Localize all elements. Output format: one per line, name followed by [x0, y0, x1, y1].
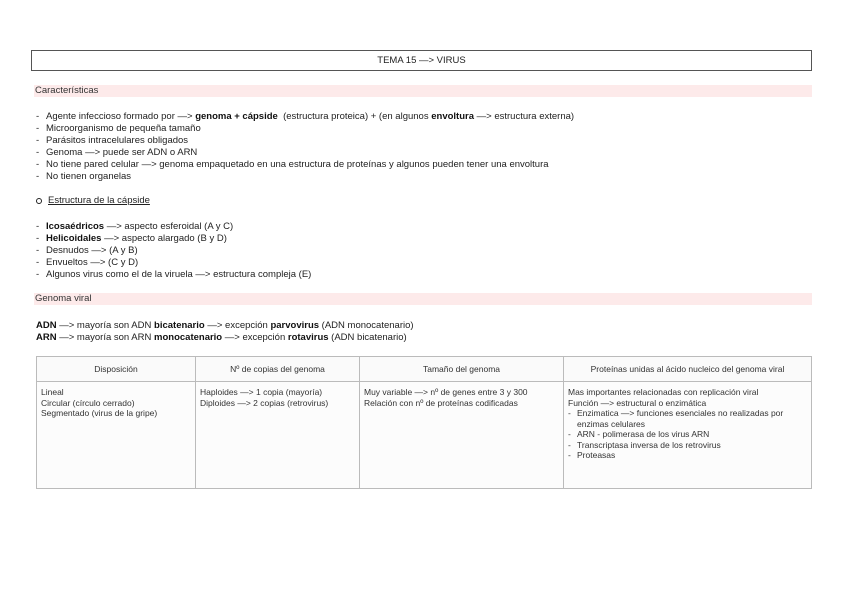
text: —> mayoría son ARN [56, 332, 155, 343]
bold-text: bicatenario [154, 320, 205, 331]
text: —> mayoría son ADN [56, 320, 155, 331]
page-title: TEMA 15 —> VIRUS [31, 50, 812, 71]
bold-text: rotavirus [287, 332, 329, 343]
dash-bullet: - [36, 269, 40, 280]
list-item [36, 245, 311, 257]
cell-list-item: - Proteasas [568, 450, 616, 460]
table-row [37, 382, 812, 489]
dash-bullet: - [36, 159, 40, 170]
list-item [36, 147, 574, 159]
list-item [36, 269, 311, 281]
table-header-copias: Nº de copias del genoma [196, 357, 360, 382]
cell-text: Lineal [41, 387, 64, 397]
cell-text: Haploides —> 1 copia (mayoría) [200, 387, 323, 397]
text: (ADN monocatenario) [319, 320, 414, 331]
bold-text: parvovirus [270, 320, 320, 331]
cell-copias [196, 382, 360, 489]
cell-text: Diploides —> 2 copias (retrovirus) [200, 397, 329, 408]
bold-text: Icosaédricos [46, 221, 105, 232]
dash-bullet: - [36, 221, 40, 232]
list-item [36, 123, 574, 135]
bold-text: monocatenario [154, 332, 223, 343]
text: —> excepción [204, 320, 271, 331]
text: Parásitos intracelulares obligados [46, 135, 189, 146]
genoma-line [36, 332, 414, 344]
circle-bullet-icon [36, 198, 42, 204]
cell-disposicion [37, 382, 196, 489]
genoma-lines [36, 320, 414, 344]
cell-list-item: - Enzimatica —> funciones esenciales no realizadas por enzimas celulares [568, 408, 784, 429]
caracteristicas-list [36, 111, 574, 183]
bold-text: Helicoidales [46, 233, 102, 244]
genome-table [36, 356, 812, 489]
dash-bullet: - [36, 257, 40, 268]
text: Algunos virus como el de la viruela —> estructura compleja (E) [46, 269, 312, 280]
text: Desnudos —> (A y B) [46, 245, 138, 256]
section-heading-genoma: Genoma viral [34, 293, 812, 305]
cell-list-item: - Transcriptasa inversa de los retrovirus [568, 439, 721, 450]
capside-subheading-text: Estructura de la cápside [48, 195, 150, 206]
text: —> aspecto alargado (B y D) [101, 233, 227, 244]
cell-text: Relación con nº de proteínas codificadas [364, 397, 518, 408]
capside-list [36, 221, 311, 281]
dash-bullet: - [36, 147, 40, 158]
dash-bullet: - [36, 233, 40, 244]
dash-bullet: - [36, 123, 40, 134]
text: Envueltos —> (C y D) [46, 257, 139, 268]
list-item [36, 135, 574, 147]
text: Agente infeccioso formado por —> [46, 111, 196, 122]
text: (ADN bicatenario) [328, 332, 407, 343]
text: No tienen organelas [46, 171, 132, 182]
table-header-disposicion: Disposición [37, 357, 196, 382]
bold-text: envoltura [431, 111, 474, 122]
table-header-proteinas: Proteínas unidas al ácido nucleico del genoma viral [564, 357, 812, 382]
cell-text: Circular (círculo cerrado) [41, 397, 135, 408]
text: —> estructura externa) [474, 111, 575, 122]
bold-text: ADN [36, 320, 57, 331]
list-item [36, 171, 574, 183]
text: Microorganismo de pequeña tamaño [46, 123, 201, 134]
list-item [36, 111, 574, 123]
list-item [36, 159, 574, 171]
dash-bullet: - [36, 111, 40, 122]
bold-text: genoma + cápside [195, 111, 278, 122]
dash-bullet: - [36, 135, 40, 146]
text: Genoma —> puede ser ADN o ARN [46, 147, 198, 158]
cell-list-item: - ARN - polimerasa de los virus ARN [568, 429, 710, 439]
text: No tiene pared celular —> genoma empaquetado en una estructura de proteínas y algunos pueden tener una envoltura [46, 159, 549, 170]
list-item [36, 233, 311, 245]
dash-bullet: - [36, 171, 40, 182]
text: —> aspecto esferoidal (A y C) [104, 221, 234, 232]
list-item [36, 221, 311, 233]
cell-tamano [360, 382, 564, 489]
cell-text: Segmentado (virus de la gripe) [41, 408, 158, 418]
capside-subheading [36, 195, 150, 206]
dash-bullet: - [36, 245, 40, 256]
cell-text: Mas importantes relacionadas con replicación viral [568, 387, 759, 397]
table-header-tamano: Tamaño del genoma [360, 357, 564, 382]
bold-text: ARN [36, 332, 57, 343]
cell-text: Función —> estructural o enzimática [568, 397, 707, 408]
text: (estructura proteica) + (en algunos [277, 111, 432, 122]
cell-proteinas [564, 382, 812, 489]
genoma-line [36, 320, 414, 332]
list-item [36, 257, 311, 269]
cell-text: Muy variable —> nº de genes entre 3 y 300 [364, 387, 528, 397]
text: —> excepción [222, 332, 288, 343]
section-heading-caracteristicas: Características [34, 85, 812, 97]
